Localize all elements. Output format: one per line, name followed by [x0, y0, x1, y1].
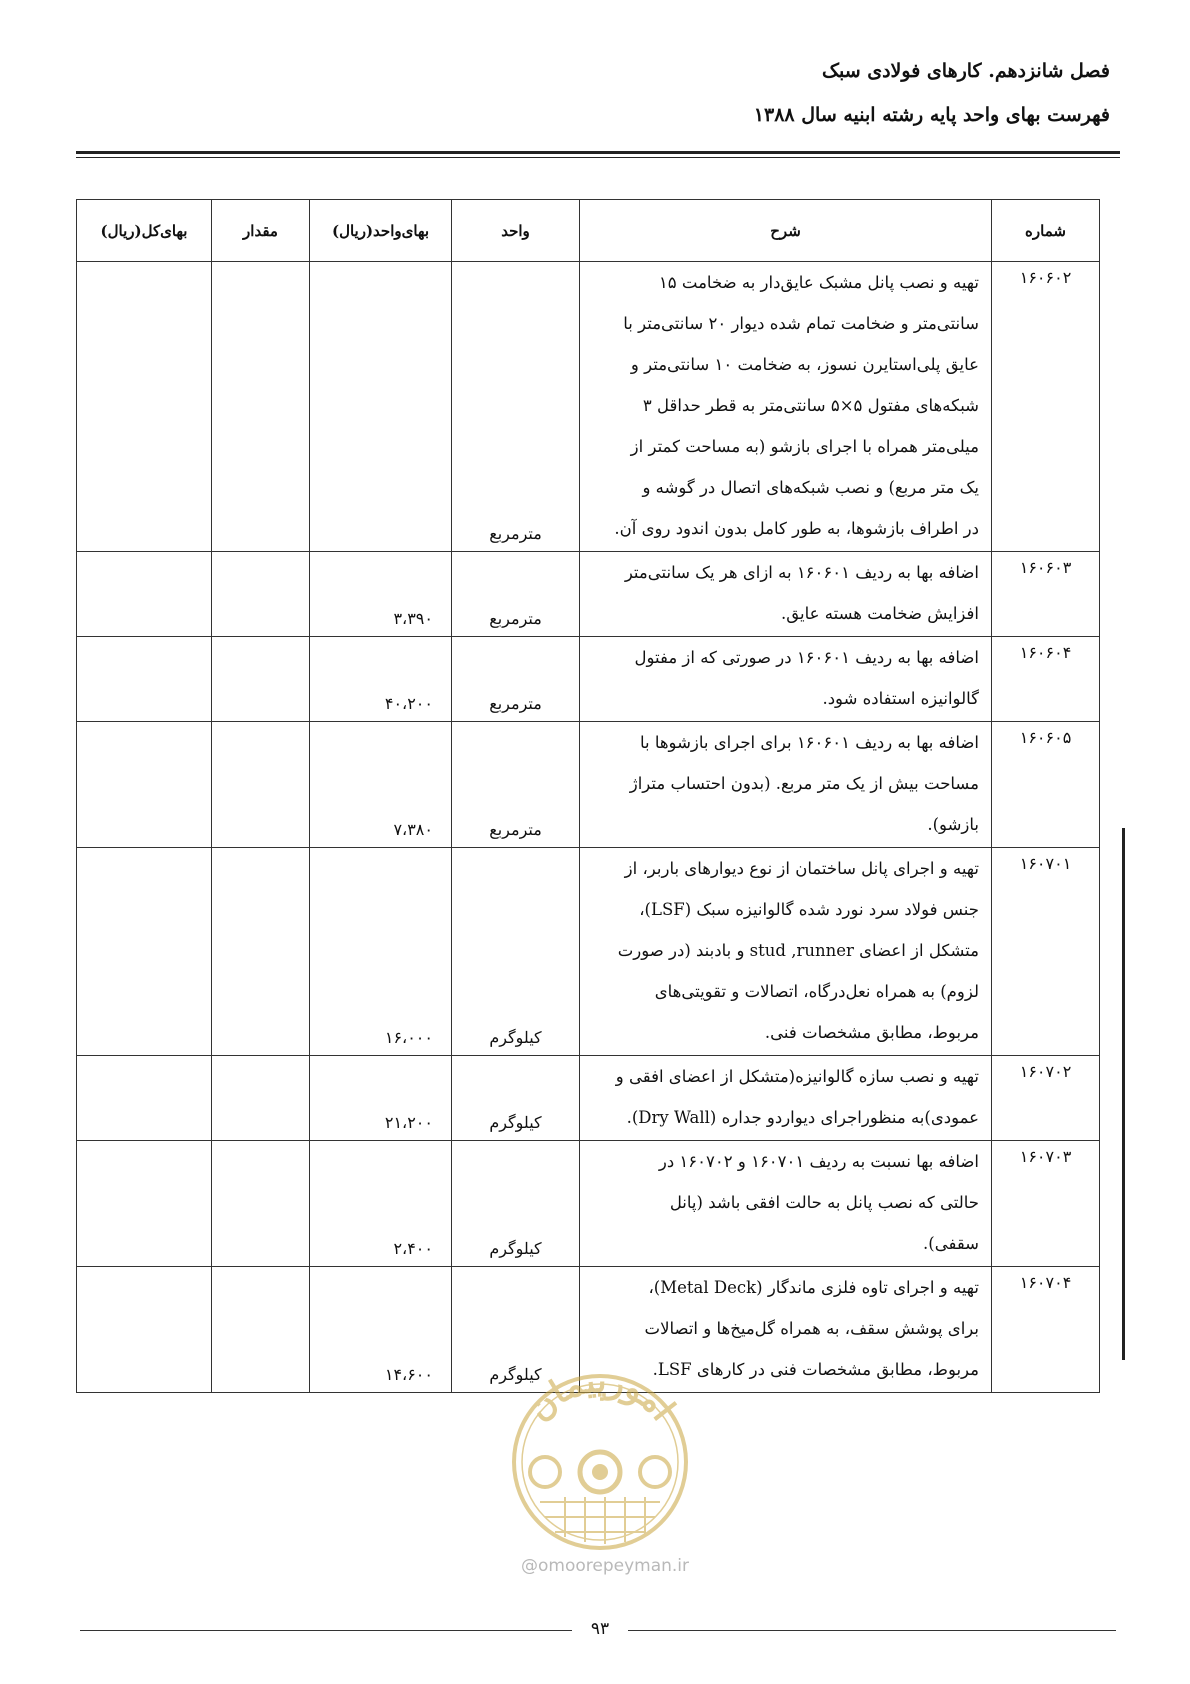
- row-description: تهیه و نصب پانل مشبک عایق‌دار به ضخامت ۱۵ سانتی‌متر و ضخامت تمام شده دیوار ۲۰ سانتی‌متر با عایق پلی‌استایرن نسوز، به ضخامت ۱۰ سانتی‌متر و شبکه‌های مفتول ۵×۵ سانتی‌متر به قطر حداقل ۳ میلی‌متر همراه با اجرای بازشو (به مساحت کمتر از یک متر مربع) و نصب شبکه‌های اتصال در گوشه و در اطراف بازشوها، به طور کامل بدون اندود روی آن.: [580, 262, 992, 552]
- row-total-price: [77, 552, 212, 637]
- header-number: شماره: [992, 200, 1100, 262]
- chapter-title: فصل شانزدهم. کارهای فولادی سبک: [821, 60, 1110, 82]
- row-unit-price: [310, 262, 452, 552]
- footer-rule-left: [80, 1630, 572, 1631]
- row-unit: کیلوگرم: [452, 1056, 580, 1141]
- row-unit: کیلوگرم: [452, 1267, 580, 1393]
- row-total-price: [77, 722, 212, 848]
- row-quantity: [212, 637, 310, 722]
- row-unit-price: ۲،۴۰۰: [310, 1141, 452, 1267]
- row-quantity: [212, 262, 310, 552]
- row-total-price: [77, 848, 212, 1056]
- watermark-site: @omoorepeyman.ir: [520, 1556, 690, 1576]
- row-unit: مترمربع: [452, 552, 580, 637]
- row-unit-price: ۲۱،۲۰۰: [310, 1056, 452, 1141]
- table-row: [77, 722, 1100, 848]
- row-quantity: [212, 1056, 310, 1141]
- table-row: [77, 262, 1100, 552]
- watermark-logo: [485, 1352, 715, 1556]
- row-unit: کیلوگرم: [452, 1141, 580, 1267]
- header-total-price: بهای‌کل(ریال): [77, 200, 212, 262]
- page-number: ۹۳: [590, 1619, 610, 1639]
- row-unit-price: ۱۶،۰۰۰: [310, 848, 452, 1056]
- row-unit-price: ۴۰،۲۰۰: [310, 637, 452, 722]
- table-row: [77, 552, 1100, 637]
- row-unit-price: ۳،۳۹۰: [310, 552, 452, 637]
- row-number: ۱۶۰۶۰۲: [992, 262, 1100, 552]
- row-total-price: [77, 1056, 212, 1141]
- row-description: اضافه بها به ردیف ۱۶۰۶۰۱ برای اجرای بازشوها با مساحت بیش از یک متر مربع. (بدون احتساب متراژ بازشو).: [580, 722, 992, 848]
- header-rule-thin: [76, 157, 1120, 158]
- row-number: ۱۶۰۶۰۴: [992, 637, 1100, 722]
- page-header: [754, 62, 1110, 125]
- header-rule-thick: [76, 151, 1120, 154]
- row-total-price: [77, 262, 212, 552]
- svg-text:امورپیمان: امورپیمان: [519, 1360, 683, 1429]
- table-header-row: [77, 200, 1100, 262]
- price-table: [76, 199, 1100, 1393]
- row-quantity: [212, 552, 310, 637]
- row-quantity: [212, 1141, 310, 1267]
- row-number: ۱۶۰۷۰۲: [992, 1056, 1100, 1141]
- row-number: ۱۶۰۶۰۵: [992, 722, 1100, 848]
- margin-change-bar: [1122, 828, 1125, 1360]
- row-number: ۱۶۰۷۰۳: [992, 1141, 1100, 1267]
- row-number: ۱۶۰۷۰۱: [992, 848, 1100, 1056]
- seal-icon: [485, 1352, 715, 1552]
- header-description: شرح: [580, 200, 992, 262]
- row-quantity: [212, 722, 310, 848]
- row-unit-price: ۷،۳۸۰: [310, 722, 452, 848]
- row-description: تهیه و اجرای پانل ساختمان از نوع دیوارهای باربر، از جنس فولاد سرد نورد شده گالوانیزه سبک (LSF)، متشکل از اعضای stud ,runner و بادبند (در صورت لزوم) به همراه نعل‌درگاه، اتصالات و تقویتی‌های مربوط، مطابق مشخصات فنی.: [580, 848, 992, 1056]
- header-quantity: مقدار: [212, 200, 310, 262]
- price-list-title: فهرست بهای واحد پایه رشته ابنیه سال ۱۳۸۸: [753, 104, 1110, 126]
- row-unit: مترمربع: [452, 262, 580, 552]
- row-number: ۱۶۰۶۰۳: [992, 552, 1100, 637]
- table-row: [77, 1141, 1100, 1267]
- row-description: تهیه و اجرای تاوه فلزی ماندگار (Metal Deck)، برای پوشش سقف، به همراه گل‌میخ‌ها و اتصالات مربوط، مطابق مشخصات فنی در کارهای LSF.: [580, 1267, 992, 1393]
- row-unit: کیلوگرم: [452, 848, 580, 1056]
- row-description: اضافه بها به ردیف ۱۶۰۶۰۱ به ازای هر یک سانتی‌متر افزایش ضخامت هسته عایق.: [580, 552, 992, 637]
- row-number: ۱۶۰۷۰۴: [992, 1267, 1100, 1393]
- row-total-price: [77, 637, 212, 722]
- row-description: اضافه بها به ردیف ۱۶۰۶۰۱ در صورتی که از مفتول گالوانیزه استفاده شود.: [580, 637, 992, 722]
- row-quantity: [212, 848, 310, 1056]
- footer-rule-right: [628, 1630, 1116, 1631]
- row-total-price: [77, 1141, 212, 1267]
- table-row: [77, 848, 1100, 1056]
- table-row: [77, 1056, 1100, 1141]
- header-unit: واحد: [452, 200, 580, 262]
- row-unit-price: ۱۴،۶۰۰: [310, 1267, 452, 1393]
- header-unit-price: بهای‌واحد(ریال): [310, 200, 452, 262]
- row-description: اضافه بها نسبت به ردیف ۱۶۰۷۰۱ و ۱۶۰۷۰۲ در حالتی که نصب پانل به حالت افقی باشد (پانل سقفی).: [580, 1141, 992, 1267]
- row-quantity: [212, 1267, 310, 1393]
- row-unit: مترمربع: [452, 637, 580, 722]
- table-row: [77, 637, 1100, 722]
- row-total-price: [77, 1267, 212, 1393]
- row-unit: مترمربع: [452, 722, 580, 848]
- row-description: تهیه و نصب سازه گالوانیزه(متشکل از اعضای افقی و عمودی)به منظوراجرای دیواردو جداره (Dry Wall).: [580, 1056, 992, 1141]
